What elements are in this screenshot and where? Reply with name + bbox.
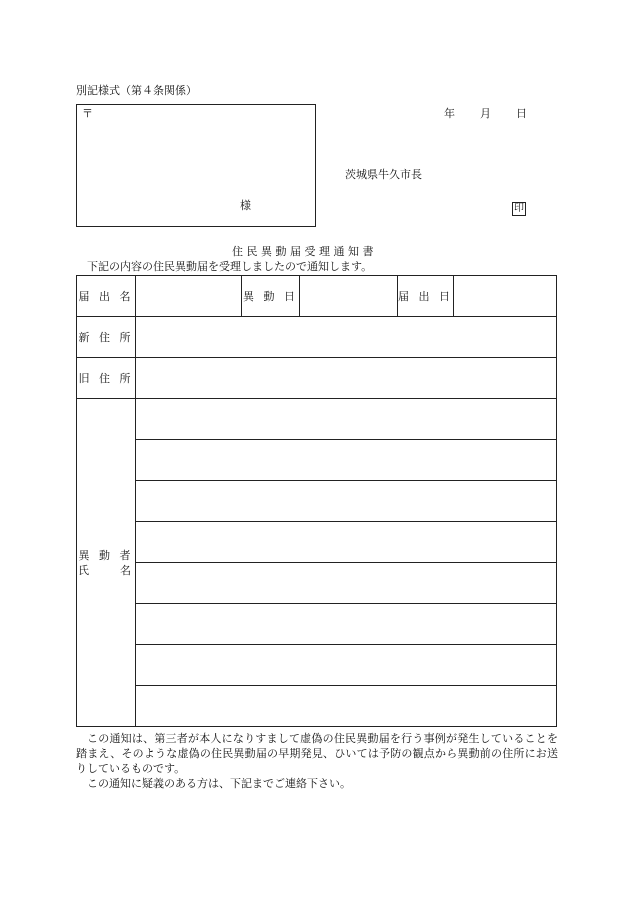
old-address-value (136, 358, 557, 399)
table-row (77, 276, 557, 317)
notification-table (76, 275, 557, 727)
movers-label (77, 399, 136, 727)
old-address-label: 旧 住 所 (77, 358, 136, 399)
movers-label-line2: 氏 名 (78, 563, 134, 577)
table-row (77, 481, 557, 522)
form-reference: 別記様式（第４条関係） (76, 84, 197, 97)
table-row (77, 358, 557, 399)
filing-date-label: 届 出 日 (398, 276, 454, 317)
table-row (77, 399, 557, 440)
intro-text: 下記の内容の住民異動届を受理しましたので通知します。 (87, 260, 373, 273)
mover-name-row (136, 563, 557, 604)
move-date-value (300, 276, 398, 317)
year-label: 年 (444, 107, 455, 120)
address-box (76, 104, 316, 227)
mover-name-row (136, 645, 557, 686)
move-date-label: 異 動 日 (242, 276, 300, 317)
mover-name-row (136, 481, 557, 522)
table-row (77, 317, 557, 358)
issuer-name: 茨城県牛久市長 (345, 168, 422, 181)
new-address-value (136, 317, 557, 358)
table-row (77, 563, 557, 604)
table-row (77, 440, 557, 481)
table-row (77, 686, 557, 727)
movers-label-line1: 異 動 者 (78, 548, 134, 562)
table-row (77, 645, 557, 686)
seal-mark (512, 196, 526, 216)
notice-paragraph: この通知に疑義のある方は、下記までご連絡下さい。 (87, 777, 351, 790)
table-row (77, 604, 557, 645)
seal-icon: 印 (514, 203, 524, 214)
postal-mark: 〒 (82, 107, 93, 120)
notice-text (76, 731, 558, 791)
document-title: 住 民 異 動 届 受 理 通 知 書 (232, 245, 374, 258)
new-address-label: 新 住 所 (77, 317, 136, 358)
filing-date-value (454, 276, 557, 317)
mover-name-row (136, 399, 557, 440)
table-row (77, 522, 557, 563)
mover-name-row (136, 522, 557, 563)
honorific: 様 (240, 199, 251, 212)
mover-name-row (136, 604, 557, 645)
notice-paragraph: この通知は、第三者が本人になりすまして虚偽の住民異動届を行う事例が発生していることを踏まえ、そのような虚偽の住民異動届の早期発見、ひいては予防の観点から異動前の住所にお送りしているものです。 (76, 732, 558, 775)
mover-name-row (136, 440, 557, 481)
applicant-value (136, 276, 242, 317)
mover-name-row (136, 686, 557, 727)
month-label: 月 (480, 107, 491, 120)
day-label: 日 (516, 107, 527, 120)
applicant-label: 届 出 名 (77, 276, 136, 317)
